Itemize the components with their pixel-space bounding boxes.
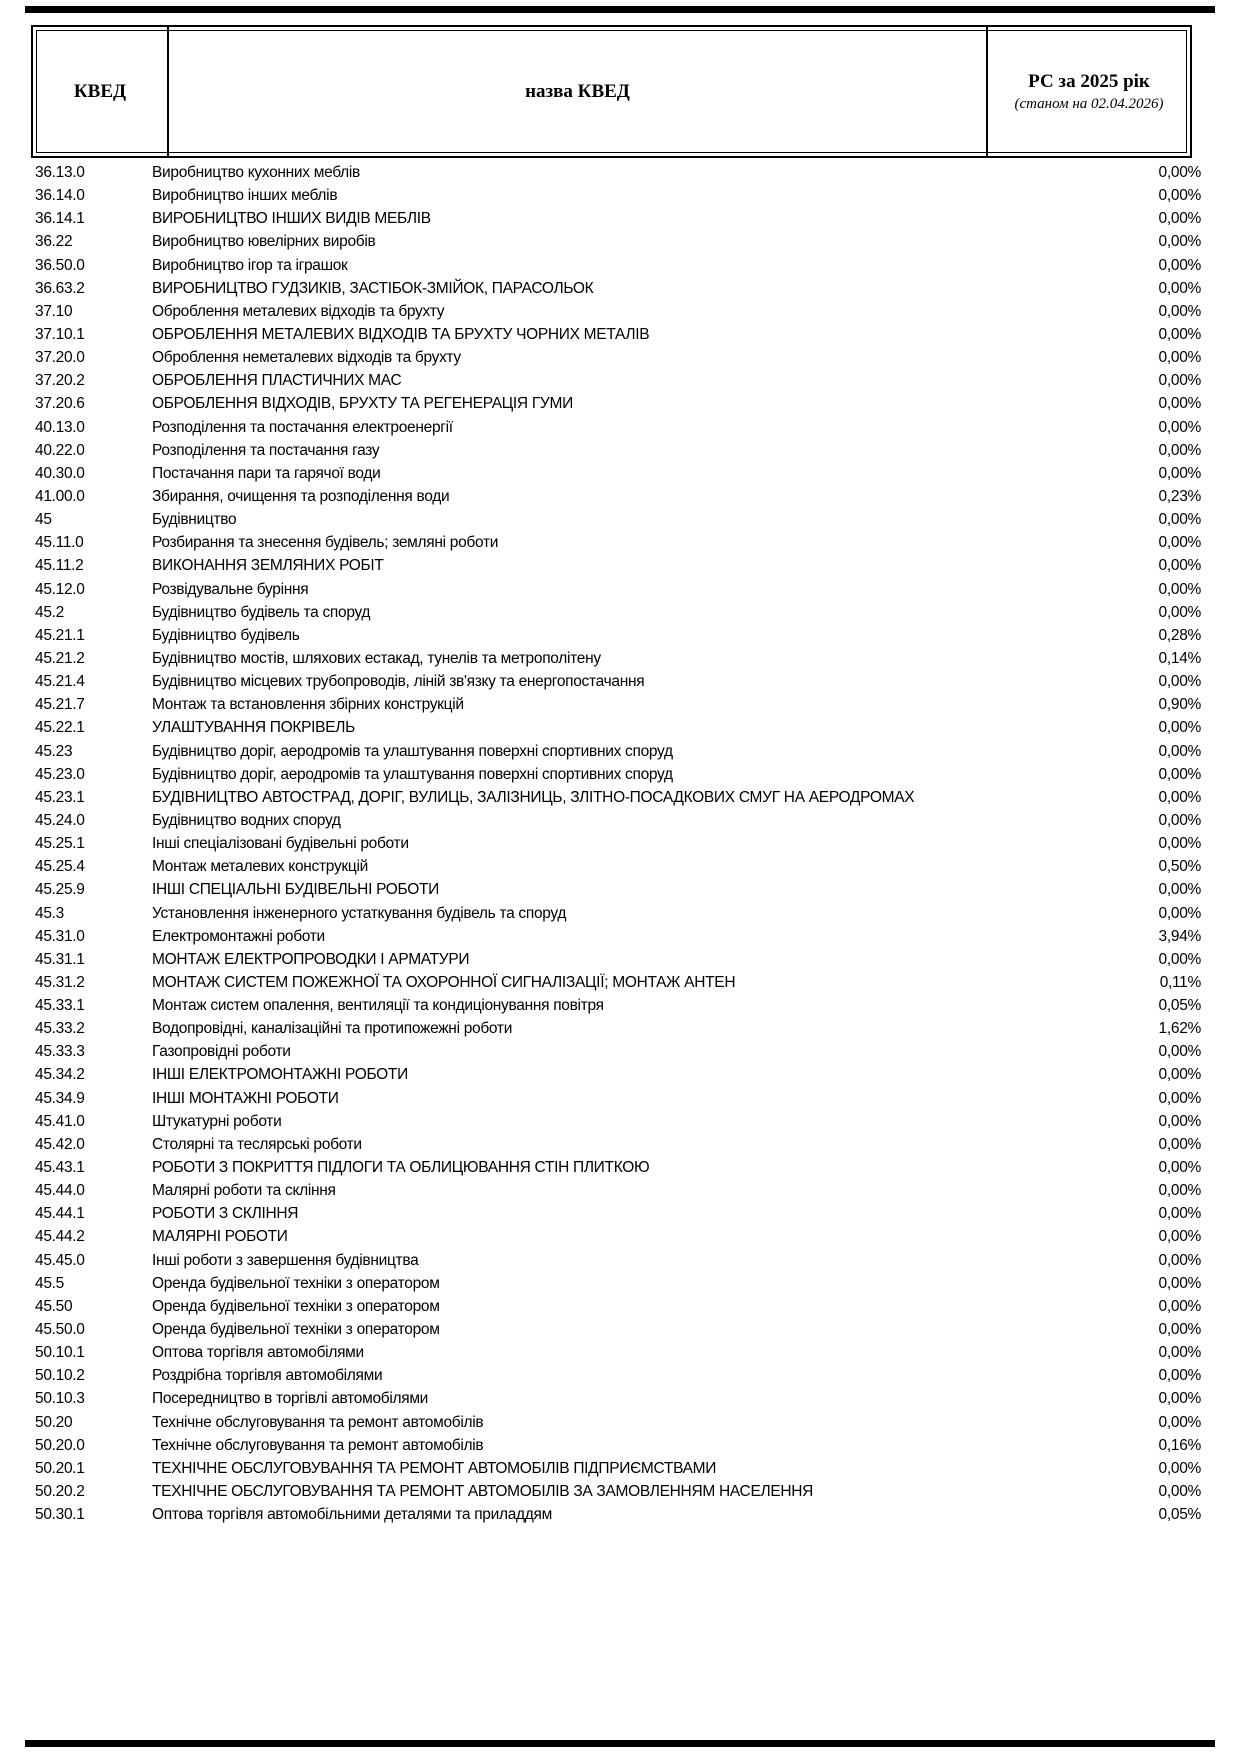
table-row bbox=[0, 323, 1240, 346]
kved-name: Технічне обслуговування та ремонт автомобілів bbox=[152, 1413, 484, 1431]
rs-value: 0,00% bbox=[1158, 302, 1201, 320]
rs-value: 0,00% bbox=[1158, 210, 1201, 228]
table-row bbox=[0, 369, 1240, 392]
kved-name: Монтаж та встановлення збірних конструкцій bbox=[152, 696, 464, 714]
kved-name: ТЕХНІЧНЕ ОБСЛУГОВУВАННЯ ТА РЕМОНТ АВТОМОБІЛІВ ЗА ЗАМОВЛЕННЯМ НАСЕЛЕННЯ bbox=[152, 1483, 814, 1501]
rs-value: 0,00% bbox=[1158, 349, 1201, 367]
kved-name: Розвідувальне буріння bbox=[152, 580, 309, 598]
rs-value: 0,05% bbox=[1158, 1506, 1201, 1524]
kved-name: Штукатурні роботи bbox=[152, 1112, 282, 1130]
kved-code: 45 bbox=[35, 511, 52, 529]
rs-value: 0,00% bbox=[1158, 742, 1201, 760]
kved-code: 45.12.0 bbox=[35, 580, 85, 598]
rs-value: 0,00% bbox=[1158, 1112, 1201, 1130]
table-row bbox=[0, 346, 1240, 369]
table-row bbox=[0, 462, 1240, 485]
rs-value: 0,00% bbox=[1158, 1367, 1201, 1385]
kved-name: Розподілення та постачання газу bbox=[152, 441, 380, 459]
rs-value: 0,00% bbox=[1158, 1251, 1201, 1269]
header-name-label: назва КВЕД bbox=[525, 80, 630, 102]
kved-name: Розбирання та знесення будівель; земляні роботи bbox=[152, 534, 499, 552]
kved-code: 45.45.0 bbox=[35, 1251, 85, 1269]
rs-value: 0,00% bbox=[1158, 325, 1201, 343]
kved-name: Технічне обслуговування та ремонт автомобілів bbox=[152, 1436, 484, 1454]
table-row bbox=[0, 1063, 1240, 1086]
kved-code: 45.21.1 bbox=[35, 626, 85, 644]
rs-value: 3,94% bbox=[1158, 927, 1201, 945]
kved-name: Столярні та теслярські роботи bbox=[152, 1135, 362, 1153]
kved-code: 45.43.1 bbox=[35, 1159, 85, 1177]
kved-code: 45.33.1 bbox=[35, 997, 85, 1015]
kved-code: 45.3 bbox=[35, 904, 64, 922]
kved-code: 45.50.0 bbox=[35, 1321, 85, 1339]
kved-code: 45.2 bbox=[35, 603, 64, 621]
kved-table-body bbox=[0, 161, 1240, 1526]
kved-code: 36.22 bbox=[35, 233, 73, 251]
rs-value: 0,00% bbox=[1158, 1344, 1201, 1362]
table-row bbox=[0, 531, 1240, 554]
kved-name: Будівництво доріг, аеродромів та улаштування поверхні спортивних споруд bbox=[152, 765, 673, 783]
kved-code: 45.22.1 bbox=[35, 719, 85, 737]
kved-code: 45.31.1 bbox=[35, 950, 85, 968]
rs-value: 0,00% bbox=[1158, 372, 1201, 390]
rs-value: 0,00% bbox=[1158, 1483, 1201, 1501]
kved-name: МАЛЯРНІ РОБОТИ bbox=[152, 1228, 288, 1246]
kved-name: Газопровідні роботи bbox=[152, 1043, 291, 1061]
rs-value: 0,05% bbox=[1158, 997, 1201, 1015]
kved-name: Інші роботи з завершення будівництва bbox=[152, 1251, 419, 1269]
rs-value: 0,00% bbox=[1158, 719, 1201, 737]
kved-code: 45.41.0 bbox=[35, 1112, 85, 1130]
kved-name: ІНШІ СПЕЦІАЛЬНІ БУДІВЕЛЬНІ РОБОТИ bbox=[152, 881, 440, 899]
table-row bbox=[0, 1179, 1240, 1202]
rs-value: 0,00% bbox=[1158, 418, 1201, 436]
kved-name: Виробництво кухонних меблів bbox=[152, 164, 360, 181]
kved-code: 45.25.4 bbox=[35, 858, 85, 876]
table-row bbox=[0, 161, 1240, 184]
kved-code: 45.23.0 bbox=[35, 765, 85, 783]
kved-code: 41.00.0 bbox=[35, 487, 85, 505]
kved-code: 45.31.0 bbox=[35, 927, 85, 945]
table-row bbox=[0, 1503, 1240, 1526]
table-row bbox=[0, 971, 1240, 994]
header-cell-kved bbox=[33, 27, 167, 156]
table-row bbox=[0, 392, 1240, 415]
kved-name: Виробництво ігор та іграшок bbox=[152, 256, 348, 274]
rs-value: 0,00% bbox=[1158, 1089, 1201, 1107]
rs-value: 0,00% bbox=[1158, 233, 1201, 251]
table-row bbox=[0, 740, 1240, 763]
top-border-bar bbox=[25, 6, 1215, 13]
rs-value: 1,62% bbox=[1158, 1020, 1201, 1038]
table-header bbox=[31, 25, 1192, 158]
kved-name: Монтаж металевих конструкцій bbox=[152, 858, 368, 876]
kved-code: 36.63.2 bbox=[35, 279, 85, 297]
table-row bbox=[0, 1411, 1240, 1434]
kved-code: 45.21.2 bbox=[35, 649, 85, 667]
rs-value: 0,00% bbox=[1158, 1182, 1201, 1200]
kved-name: РОБОТИ З ПОКРИТТЯ ПІДЛОГИ ТА ОБЛИЦЮВАННЯ СТІН ПЛИТКОЮ bbox=[152, 1159, 650, 1177]
kved-name: ВИКОНАННЯ ЗЕМЛЯНИХ РОБІТ bbox=[152, 557, 384, 575]
rs-value: 0,00% bbox=[1158, 950, 1201, 968]
kved-code: 50.30.1 bbox=[35, 1506, 85, 1524]
header-rs-title: РС за 2025 рік bbox=[1028, 70, 1150, 92]
rs-value: 0,00% bbox=[1158, 1321, 1201, 1339]
rs-value: 0,00% bbox=[1158, 765, 1201, 783]
kved-name: Оренда будівельної техніки з оператором bbox=[152, 1274, 440, 1292]
rs-value: 0,14% bbox=[1158, 649, 1201, 667]
kved-code: 36.14.0 bbox=[35, 187, 85, 205]
table-row bbox=[0, 439, 1240, 462]
table-row bbox=[0, 1040, 1240, 1063]
kved-name: Оренда будівельної техніки з оператором bbox=[152, 1297, 440, 1315]
kved-name: Електромонтажні роботи bbox=[152, 927, 325, 945]
rs-value: 0,00% bbox=[1158, 164, 1201, 181]
kved-name: УЛАШТУВАННЯ ПОКРІВЕЛЬ bbox=[152, 719, 356, 737]
kved-code: 45.25.1 bbox=[35, 835, 85, 853]
kved-name: ОБРОБЛЕННЯ МЕТАЛЕВИХ ВІДХОДІВ ТА БРУХТУ ЧОРНИХ МЕТАЛІВ bbox=[152, 325, 650, 343]
kved-name: Будівництво доріг, аеродромів та улаштування поверхні спортивних споруд bbox=[152, 742, 673, 760]
table-row bbox=[0, 1202, 1240, 1225]
kved-code: 36.13.0 bbox=[35, 164, 85, 181]
kved-code: 50.10.3 bbox=[35, 1390, 85, 1408]
table-row bbox=[0, 1341, 1240, 1364]
kved-code: 50.20.0 bbox=[35, 1436, 85, 1454]
kved-name: Збирання, очищення та розподілення води bbox=[152, 487, 450, 505]
kved-name: Будівництво будівель та споруд bbox=[152, 603, 371, 621]
kved-name: ІНШІ ЕЛЕКТРОМОНТАЖНІ РОБОТИ bbox=[152, 1066, 408, 1084]
rs-value: 0,00% bbox=[1158, 464, 1201, 482]
table-row bbox=[0, 1272, 1240, 1295]
header-rs-subtitle: (станом на 02.04.2026) bbox=[1014, 95, 1164, 112]
rs-value: 0,00% bbox=[1158, 557, 1201, 575]
table-row bbox=[0, 670, 1240, 693]
kved-code: 45.31.2 bbox=[35, 973, 85, 991]
table-row bbox=[0, 230, 1240, 253]
rs-value: 0,00% bbox=[1158, 673, 1201, 691]
kved-name: Будівництво будівель bbox=[152, 626, 300, 644]
kved-name: Посередництво в торгівлі автомобілями bbox=[152, 1390, 429, 1408]
rs-value: 0,28% bbox=[1158, 626, 1201, 644]
table-row bbox=[0, 948, 1240, 971]
rs-value: 0,00% bbox=[1158, 441, 1201, 459]
kved-code: 40.22.0 bbox=[35, 441, 85, 459]
kved-code: 45.44.0 bbox=[35, 1182, 85, 1200]
table-row bbox=[0, 300, 1240, 323]
table-row bbox=[0, 1225, 1240, 1248]
table-row bbox=[0, 508, 1240, 531]
kved-code: 45.23.1 bbox=[35, 788, 85, 806]
kved-code: 37.20.0 bbox=[35, 349, 85, 367]
rs-value: 0,00% bbox=[1158, 1043, 1201, 1061]
rs-value: 0,00% bbox=[1158, 881, 1201, 899]
table-row bbox=[0, 1017, 1240, 1040]
kved-code: 45.24.0 bbox=[35, 811, 85, 829]
table-row bbox=[0, 716, 1240, 739]
table-row bbox=[0, 832, 1240, 855]
kved-name: Будівництво водних споруд bbox=[152, 811, 341, 829]
kved-code: 45.50 bbox=[35, 1297, 73, 1315]
kved-code: 45.34.9 bbox=[35, 1089, 85, 1107]
kved-code: 50.20 bbox=[35, 1413, 73, 1431]
table-row bbox=[0, 1133, 1240, 1156]
kved-name: Інші спеціалізовані будівельні роботи bbox=[152, 835, 409, 853]
kved-code: 45.33.3 bbox=[35, 1043, 85, 1061]
table-row bbox=[0, 878, 1240, 901]
kved-code: 45.21.4 bbox=[35, 673, 85, 691]
rs-value: 0,00% bbox=[1158, 279, 1201, 297]
kved-code: 37.20.6 bbox=[35, 395, 85, 413]
kved-code: 40.13.0 bbox=[35, 418, 85, 436]
kved-name: Установлення інженерного устаткування будівель та споруд bbox=[152, 904, 567, 922]
kved-name: Оброблення металевих відходів та брухту bbox=[152, 302, 445, 320]
kved-name: ВИРОБНИЦТВО ГУДЗИКІВ, ЗАСТІБОК-ЗМІЙОК, ПАРАСОЛЬОК bbox=[152, 279, 594, 297]
kved-name: Монтаж систем опалення, вентиляції та кондиціонування повітря bbox=[152, 997, 604, 1015]
kved-name: ОБРОБЛЕННЯ ПЛАСТИЧНИХ МАС bbox=[152, 372, 402, 390]
kved-code: 45.21.7 bbox=[35, 696, 85, 714]
table-row bbox=[0, 1434, 1240, 1457]
kved-code: 45.25.9 bbox=[35, 881, 85, 899]
table-row bbox=[0, 416, 1240, 439]
rs-value: 0,00% bbox=[1158, 534, 1201, 552]
kved-name: Оренда будівельної техніки з оператором bbox=[152, 1321, 440, 1339]
table-row bbox=[0, 786, 1240, 809]
kved-name: Водопровідні, каналізаційні та протипожежні роботи bbox=[152, 1020, 513, 1038]
kved-name: Оптова торгівля автомобілями bbox=[152, 1344, 364, 1362]
table-row bbox=[0, 855, 1240, 878]
rs-value: 0,00% bbox=[1158, 1413, 1201, 1431]
kved-name: Малярні роботи та скління bbox=[152, 1182, 336, 1200]
kved-name: МОНТАЖ СИСТЕМ ПОЖЕЖНОЇ ТА ОХОРОННОЇ СИГНАЛІЗАЦІЇ; МОНТАЖ АНТЕН bbox=[152, 973, 736, 991]
rs-value: 0,00% bbox=[1158, 1159, 1201, 1177]
kved-name: ОБРОБЛЕННЯ ВІДХОДІВ, БРУХТУ ТА РЕГЕНЕРАЦІЯ ГУМИ bbox=[152, 395, 573, 413]
kved-name: РОБОТИ З СКЛІННЯ bbox=[152, 1205, 299, 1223]
table-row bbox=[0, 1457, 1240, 1480]
rs-value: 0,00% bbox=[1158, 811, 1201, 829]
kved-name: Будівництво мостів, шляхових естакад, тунелів та метрополітену bbox=[152, 649, 601, 667]
rs-value: 0,00% bbox=[1158, 187, 1201, 205]
rs-value: 0,00% bbox=[1158, 1459, 1201, 1477]
table-row bbox=[0, 1318, 1240, 1341]
table-row bbox=[0, 1295, 1240, 1318]
header-cell-name bbox=[167, 27, 988, 156]
rs-value: 0,00% bbox=[1158, 580, 1201, 598]
kved-code: 40.30.0 bbox=[35, 464, 85, 482]
table-row bbox=[0, 254, 1240, 277]
table-row bbox=[0, 1110, 1240, 1133]
kved-name: ІНШІ МОНТАЖНІ РОБОТИ bbox=[152, 1089, 339, 1107]
rs-value: 0,00% bbox=[1158, 395, 1201, 413]
kved-code: 37.20.2 bbox=[35, 372, 85, 390]
table-row bbox=[0, 184, 1240, 207]
rs-value: 0,00% bbox=[1158, 1274, 1201, 1292]
rs-value: 0,00% bbox=[1158, 788, 1201, 806]
kved-name: МОНТАЖ ЕЛЕКТРОПРОВОДКИ І АРМАТУРИ bbox=[152, 950, 470, 968]
table-row bbox=[0, 1387, 1240, 1410]
table-row bbox=[0, 902, 1240, 925]
kved-code: 50.10.1 bbox=[35, 1344, 85, 1362]
rs-value: 0,90% bbox=[1158, 696, 1201, 714]
kved-code: 37.10.1 bbox=[35, 325, 85, 343]
table-row bbox=[0, 647, 1240, 670]
kved-code: 36.50.0 bbox=[35, 256, 85, 274]
table-row bbox=[0, 277, 1240, 300]
kved-code: 45.23 bbox=[35, 742, 73, 760]
kved-name: Розподілення та постачання електроенергії bbox=[152, 418, 453, 436]
kved-code: 45.44.2 bbox=[35, 1228, 85, 1246]
kved-code: 36.14.1 bbox=[35, 210, 85, 228]
rs-value: 0,00% bbox=[1158, 1205, 1201, 1223]
rs-value: 0,16% bbox=[1158, 1436, 1201, 1454]
table-row bbox=[0, 809, 1240, 832]
header-kved-label: КВЕД bbox=[73, 80, 127, 102]
kved-name: Оброблення неметалевих відходів та брухту bbox=[152, 349, 461, 367]
table-row bbox=[0, 485, 1240, 508]
kved-code: 45.33.2 bbox=[35, 1020, 85, 1038]
table-row bbox=[0, 624, 1240, 647]
kved-name: БУДІВНИЦТВО АВТОСТРАД, ДОРІГ, ВУЛИЦЬ, ЗАЛІЗНИЦЬ, ЗЛІТНО-ПОСАДКОВИХ СМУГ НА АЕРОДРОМАХ bbox=[152, 788, 915, 806]
kved-name: Оптова торгівля автомобільними деталями та приладдям bbox=[152, 1506, 552, 1524]
rs-value: 0,00% bbox=[1158, 1135, 1201, 1153]
table-row bbox=[0, 1087, 1240, 1110]
kved-code: 45.11.2 bbox=[35, 557, 84, 575]
table-row bbox=[0, 554, 1240, 577]
rs-value: 0,00% bbox=[1158, 1066, 1201, 1084]
rs-value: 0,00% bbox=[1158, 835, 1201, 853]
table-row bbox=[0, 763, 1240, 786]
header-cell-rs bbox=[988, 27, 1190, 156]
table-row bbox=[0, 1480, 1240, 1503]
rs-value: 0,00% bbox=[1158, 603, 1201, 621]
kved-code: 45.11.0 bbox=[35, 534, 84, 552]
table-row bbox=[0, 994, 1240, 1017]
kved-code: 50.10.2 bbox=[35, 1367, 85, 1385]
kved-name: ВИРОБНИЦТВО ІНШИХ ВИДІВ МЕБЛІВ bbox=[152, 210, 431, 228]
kved-name: Постачання пари та гарячої води bbox=[152, 464, 381, 482]
kved-code: 45.34.2 bbox=[35, 1066, 85, 1084]
rs-value: 0,00% bbox=[1158, 511, 1201, 529]
rs-value: 0,00% bbox=[1158, 1297, 1201, 1315]
table-row bbox=[0, 1249, 1240, 1272]
kved-code: 45.42.0 bbox=[35, 1135, 85, 1153]
kved-code: 45.5 bbox=[35, 1274, 64, 1292]
rs-value: 0,23% bbox=[1158, 487, 1201, 505]
table-row bbox=[0, 207, 1240, 230]
kved-code: 50.20.1 bbox=[35, 1459, 85, 1477]
rs-value: 0,00% bbox=[1158, 1390, 1201, 1408]
table-row bbox=[0, 925, 1240, 948]
table-row bbox=[0, 1364, 1240, 1387]
rs-value: 0,00% bbox=[1158, 1228, 1201, 1246]
bottom-border-bar bbox=[25, 1740, 1215, 1747]
kved-code: 45.44.1 bbox=[35, 1205, 85, 1223]
kved-name: Будівництво місцевих трубопроводів, ліній зв'язку та енергопостачання bbox=[152, 673, 645, 691]
kved-name: Роздрібна торгівля автомобілями bbox=[152, 1367, 383, 1385]
rs-value: 0,11% bbox=[1159, 973, 1201, 991]
rs-value: 0,00% bbox=[1158, 256, 1201, 274]
table-row bbox=[0, 693, 1240, 716]
kved-name: ТЕХНІЧНЕ ОБСЛУГОВУВАННЯ ТА РЕМОНТ АВТОМОБІЛІВ ПІДПРИЄМСТВАМИ bbox=[152, 1459, 717, 1477]
rs-value: 0,00% bbox=[1158, 904, 1201, 922]
kved-name: Будівництво bbox=[152, 511, 237, 529]
kved-name: Виробництво ювелірних виробів bbox=[152, 233, 376, 251]
table-row bbox=[0, 578, 1240, 601]
table-row bbox=[0, 601, 1240, 624]
kved-name: Виробництво інших меблів bbox=[152, 187, 338, 205]
kved-code: 50.20.2 bbox=[35, 1483, 85, 1501]
table-row bbox=[0, 1156, 1240, 1179]
rs-value: 0,50% bbox=[1158, 858, 1201, 876]
kved-code: 37.10 bbox=[35, 302, 73, 320]
